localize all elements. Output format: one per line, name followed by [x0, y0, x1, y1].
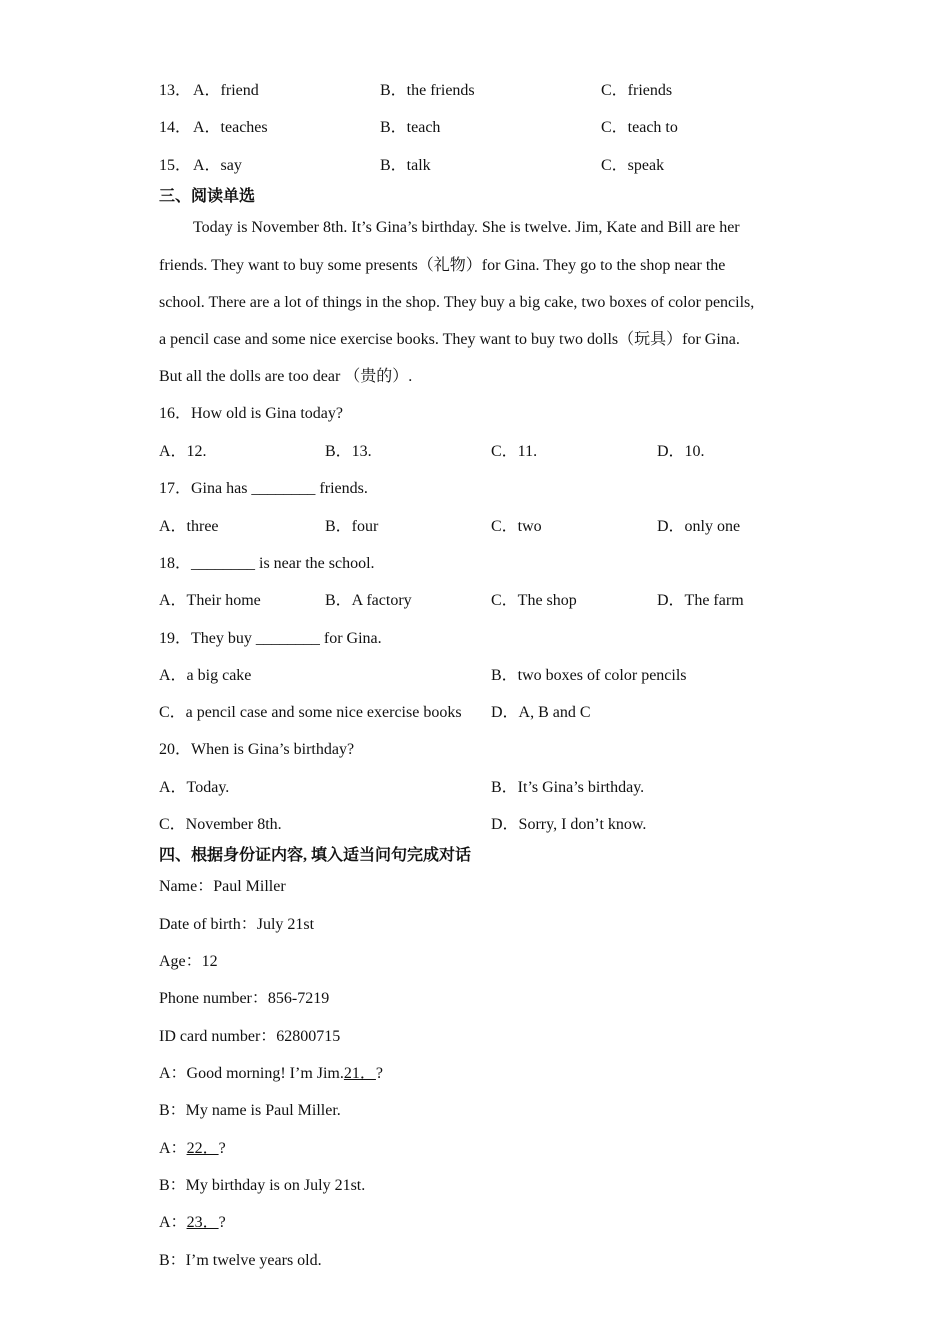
question-16-option-d: D．10.: [657, 443, 705, 460]
question-19-option-a: A．a big cake: [159, 667, 252, 684]
dialogue-text: A：Good morning! I’m Jim.: [159, 1065, 344, 1082]
answer-blank-21[interactable]: 21．: [343, 1065, 376, 1082]
question-16-option-b: B．13.: [325, 443, 372, 460]
passage-line-1: Today is November 8th. It’s Gina’s birthday. She is twelve. Jim, Kate and Bill are her: [193, 219, 740, 236]
question-13-number: 13．: [159, 82, 192, 99]
dialogue-line-6: B：I’m twelve years old.: [159, 1252, 322, 1269]
dialogue-line-1: [159, 1064, 383, 1084]
section-3-title: 三、阅读单选: [159, 188, 256, 205]
question-16-stem: 16．How old is Gina today?: [159, 405, 343, 422]
question-mark: ?: [375, 1065, 384, 1082]
dialogue-line-4: B：My birthday is on July 21st.: [159, 1177, 366, 1194]
question-19-stem: 19．They buy ________ for Gina.: [159, 630, 382, 647]
id-card-name: Name：Paul Miller: [159, 878, 286, 895]
question-19-option-c: C．a pencil case and some nice exercise books: [159, 704, 462, 721]
question-17-option-a: A．three: [159, 518, 219, 535]
passage-line-4: a pencil case and some nice exercise books. They want to buy two dolls（玩具）for Gina.: [159, 331, 740, 348]
question-14-option-b: B．teach: [380, 119, 441, 136]
question-18-option-a: A．Their home: [159, 592, 261, 609]
question-19-option-b: B．two boxes of color pencils: [491, 667, 687, 684]
question-15-option-c: C．speak: [601, 157, 665, 174]
question-14-number: 14．: [159, 119, 192, 136]
question-20-stem: 20．When is Gina’s birthday?: [159, 741, 355, 758]
id-card-age: Age：12: [159, 953, 218, 970]
question-20-option-a: A．Today.: [159, 779, 230, 796]
question-14-option-a: A．teaches: [193, 119, 268, 136]
question-13-option-a: A．friend: [193, 82, 259, 99]
passage-line-5: But all the dolls are too dear （贵的）.: [159, 368, 413, 385]
id-card-phone: Phone number：856-7219: [159, 990, 330, 1007]
question-13-option-c: C．friends: [601, 82, 673, 99]
question-18-stem: 18．________ is near the school.: [159, 555, 375, 572]
question-18-option-d: D．The farm: [657, 592, 744, 609]
question-mark: ?: [218, 1140, 226, 1157]
dialogue-line-2: B：My name is Paul Miller.: [159, 1102, 341, 1119]
question-17-stem: 17．Gina has ________ friends.: [159, 480, 368, 497]
passage-line-2: friends. They want to buy some presents（礼物）for Gina. They go to the shop near the: [159, 257, 726, 274]
dialogue-line-5: [159, 1213, 226, 1233]
section-4-title: 四、根据身份证内容, 填入适当问句完成对话: [159, 847, 472, 864]
question-20-option-b: B．It’s Gina’s birthday.: [491, 779, 645, 796]
question-19-option-d: D．A, B and C: [491, 704, 591, 721]
question-mark: ?: [218, 1214, 226, 1231]
answer-blank-22[interactable]: 22．: [186, 1140, 219, 1157]
question-13-option-b: B．the friends: [380, 82, 475, 99]
question-16-option-a: A．12.: [159, 443, 207, 460]
question-17-option-d: D．only one: [657, 518, 741, 535]
dialogue-line-3: [159, 1139, 226, 1159]
id-card-number: ID card number：62800715: [159, 1028, 341, 1045]
dialogue-text: A：: [159, 1214, 187, 1231]
question-15-option-b: B．talk: [380, 157, 431, 174]
question-18-option-b: B．A factory: [325, 592, 412, 609]
question-17-option-c: C．two: [491, 518, 542, 535]
answer-blank-23[interactable]: 23．: [186, 1214, 219, 1231]
passage-line-3: school. There are a lot of things in the shop. They buy a big cake, two boxes of color pencils,: [159, 294, 755, 311]
question-20-option-c: C．November 8th.: [159, 816, 282, 833]
question-17-option-b: B．four: [325, 518, 379, 535]
question-18-option-c: C．The shop: [491, 592, 577, 609]
question-16-option-c: C．11.: [491, 443, 538, 460]
question-20-option-d: D．Sorry, I don’t know.: [491, 816, 647, 833]
question-14-option-c: C．teach to: [601, 119, 678, 136]
question-15-option-a: A．say: [193, 157, 242, 174]
dialogue-text: A：: [159, 1140, 187, 1157]
question-15-number: 15．: [159, 157, 192, 174]
id-card-birth-date: Date of birth：July 21st: [159, 916, 315, 933]
